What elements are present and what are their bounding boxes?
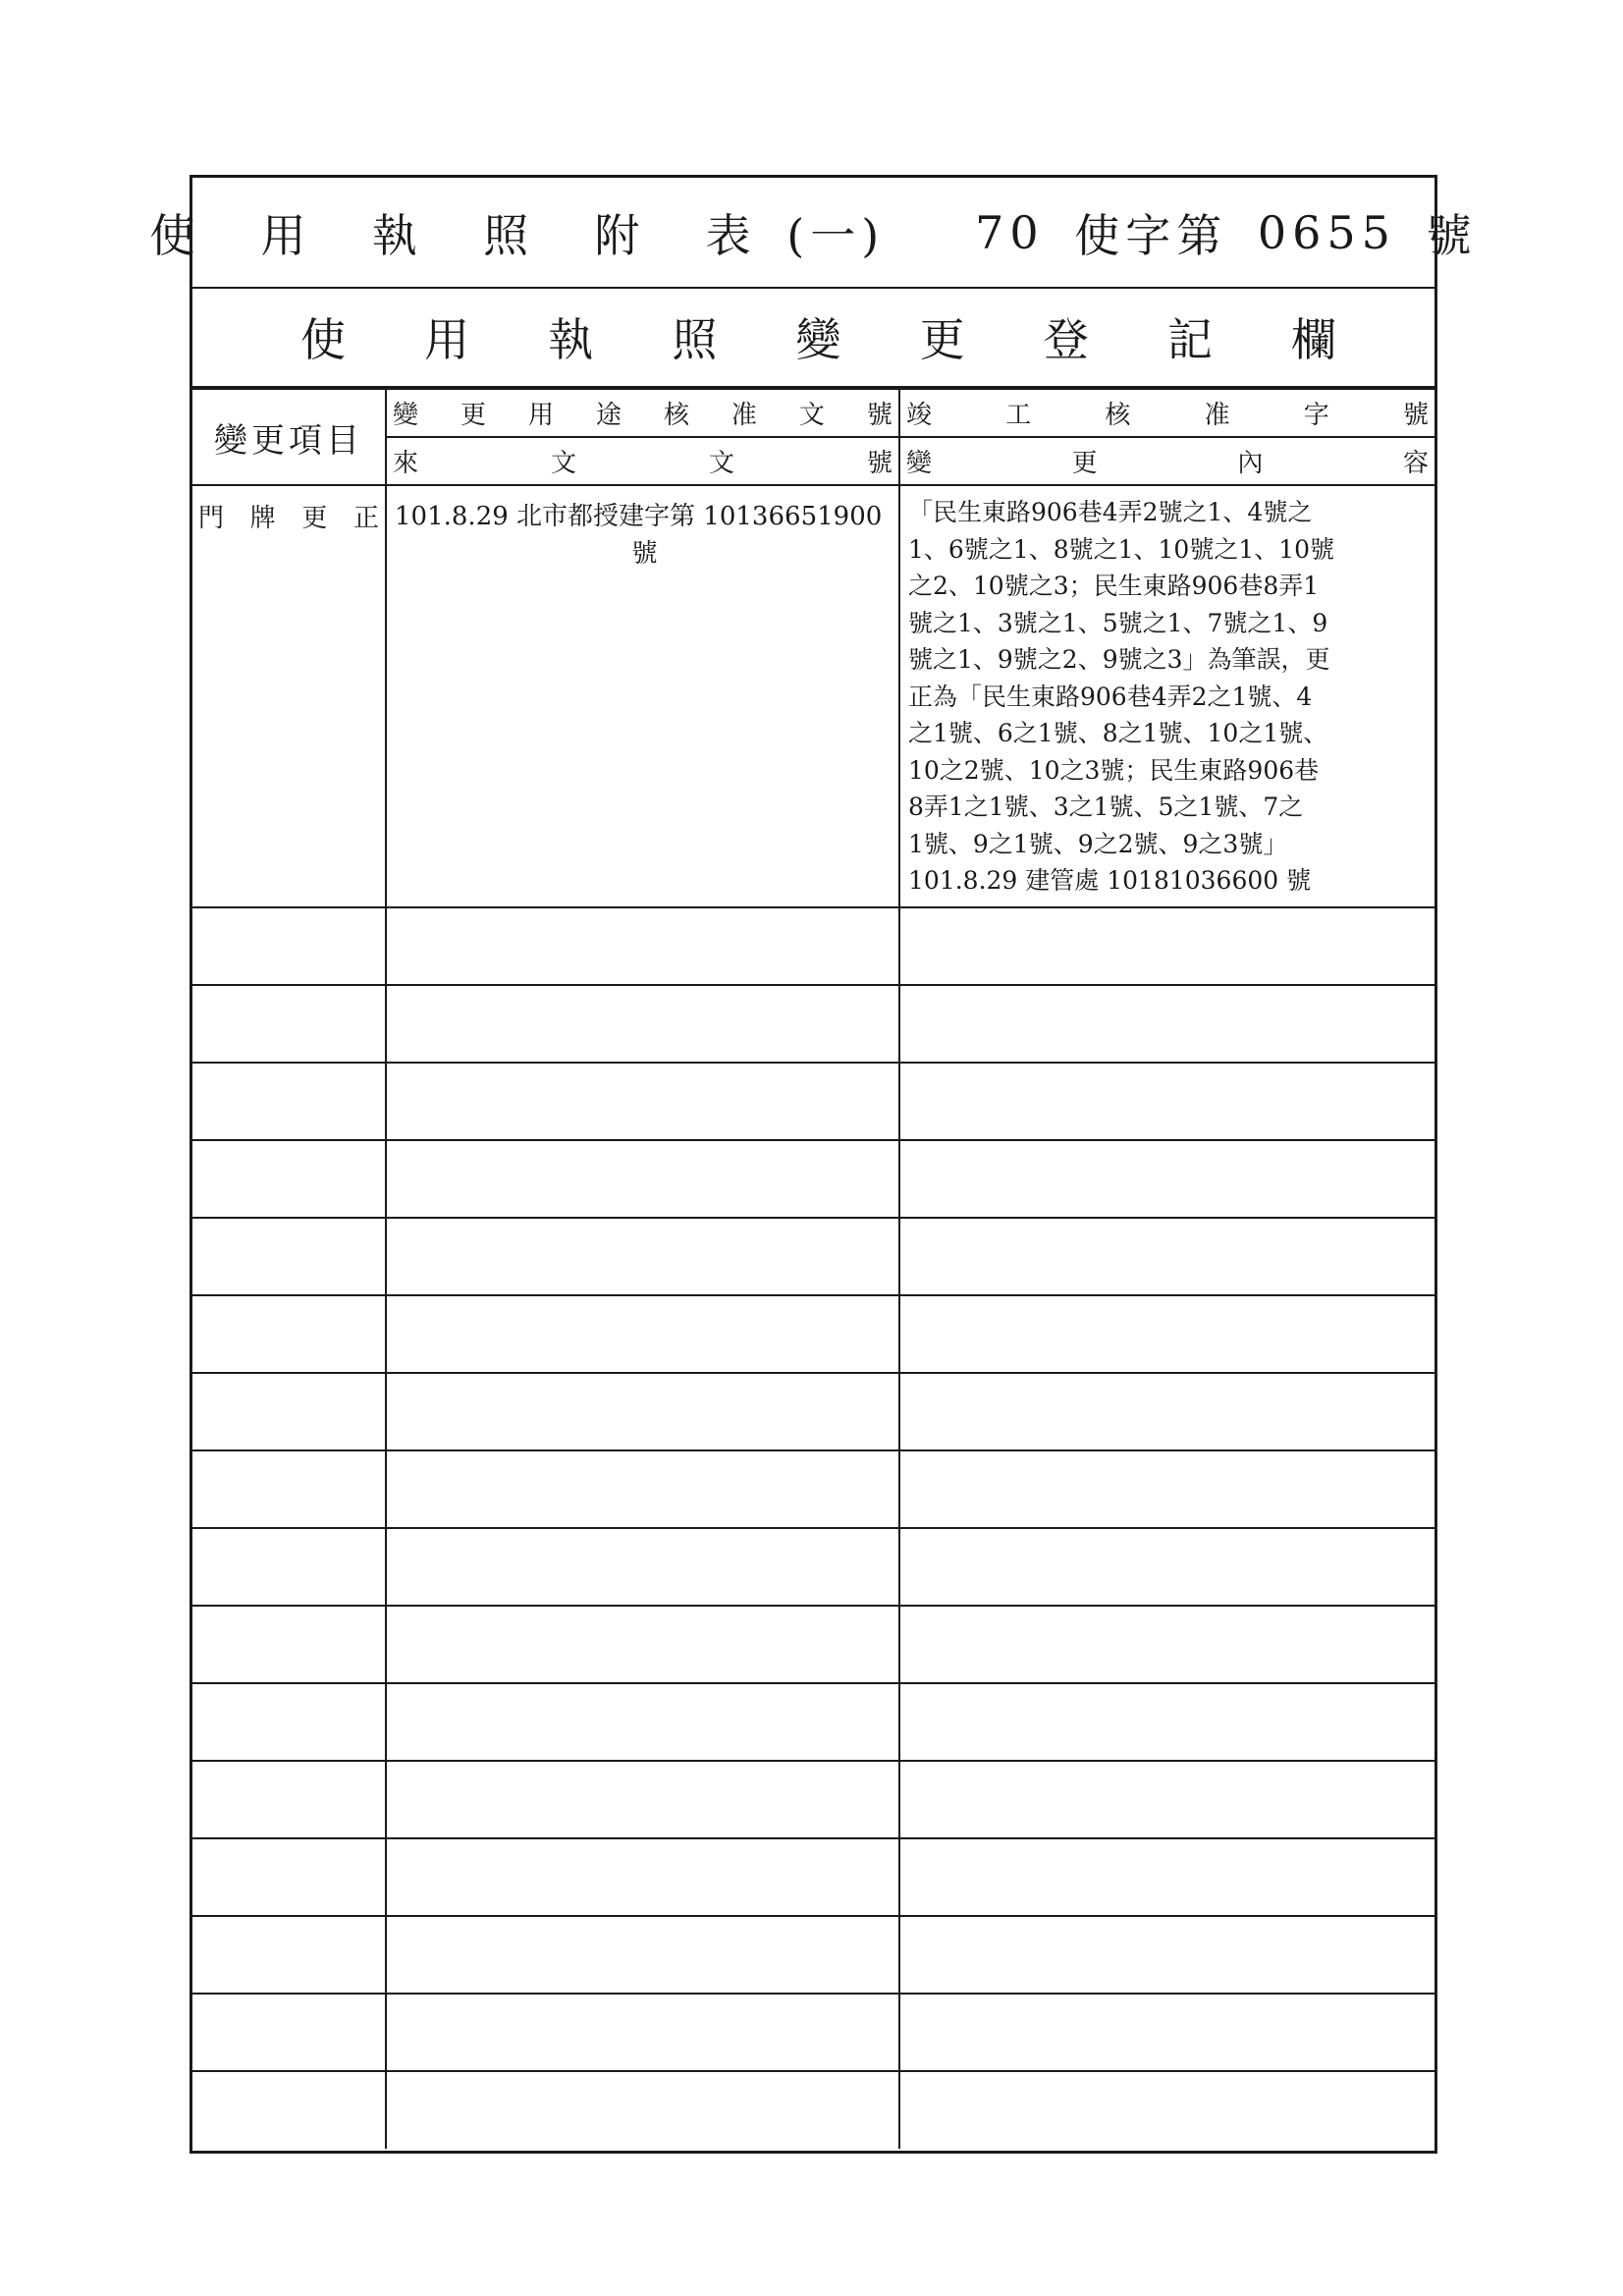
empty-row <box>192 1450 1434 1528</box>
empty-cell <box>899 1295 1434 1373</box>
license-year: 70 <box>975 205 1045 259</box>
empty-cell <box>192 1450 386 1528</box>
empty-cell <box>192 1528 386 1606</box>
content-line: 1、6號之1、8號之1、10號之1、10號 <box>908 534 1335 564</box>
empty-cell <box>192 2071 386 2149</box>
license-number: 0655 <box>1257 205 1396 259</box>
item-char: 牌 <box>249 504 276 533</box>
item-char: 更 <box>301 504 328 533</box>
header-approval-doc <box>386 389 899 437</box>
content-line: 號之1、9號之2、9號之3」為筆誤，更 <box>908 645 1330 674</box>
header-char: 文 <box>798 401 825 430</box>
header-char: 字 <box>1303 401 1329 430</box>
header-char: 更 <box>1071 449 1098 478</box>
empty-cell <box>899 1761 1434 1838</box>
header-char: 號 <box>866 401 893 430</box>
empty-row <box>192 1916 1434 1994</box>
subtitle-char: 變 <box>795 312 841 366</box>
empty-row <box>192 1063 1434 1140</box>
empty-cell <box>899 1373 1434 1450</box>
empty-cell <box>386 1606 899 1683</box>
empty-cell <box>386 1450 899 1528</box>
empty-cell <box>192 1218 386 1295</box>
section-title <box>192 287 1434 388</box>
entry-change-content <box>899 485 1434 907</box>
subtitle-char: 照 <box>672 312 718 366</box>
content-line: 之2、10號之3；民生東路906巷8弄1 <box>908 572 1320 600</box>
header-char: 更 <box>460 401 486 430</box>
title-char: 號 <box>1426 208 1478 262</box>
header-completion-doc <box>899 389 1434 437</box>
content-line: 「民生東路906巷4弄2號之1、4號之 <box>908 498 1313 526</box>
header-char: 變 <box>393 401 419 430</box>
header-char: 核 <box>663 401 689 430</box>
header-char: 工 <box>1005 401 1032 430</box>
header-char: 核 <box>1105 401 1131 430</box>
empty-cell <box>386 985 899 1063</box>
header-char: 變 <box>906 449 933 478</box>
subtitle-char: 用 <box>424 312 470 366</box>
empty-row <box>192 1218 1434 1295</box>
empty-cell <box>899 985 1434 1063</box>
content-line: 號之1、3號之1、5號之1、7號之1、9 <box>908 608 1328 637</box>
header-char: 號 <box>866 449 893 478</box>
subtitle-char: 使 <box>300 312 346 366</box>
item-char: 門 <box>198 504 225 533</box>
header-char: 來 <box>393 449 419 478</box>
subtitle-char: 登 <box>1043 312 1089 366</box>
empty-cell <box>192 1761 386 1838</box>
subtitle-char: 欄 <box>1291 312 1336 366</box>
header-char: 用 <box>527 401 554 430</box>
header-char: 途 <box>595 401 622 430</box>
empty-row <box>192 1683 1434 1761</box>
empty-row <box>192 1606 1434 1683</box>
header-char: 准 <box>1204 401 1230 430</box>
empty-cell <box>386 1295 899 1373</box>
header-change-content <box>899 437 1434 485</box>
title-char: 表 <box>705 208 757 262</box>
reference-line: 101.8.29 北市都授建字第 10136651900 <box>395 502 883 531</box>
content-line: 之1號、6之1號、8之1號、10之1號、 <box>908 719 1328 747</box>
reference-line: 號 <box>631 539 658 569</box>
subtitle-char: 執 <box>548 312 594 366</box>
title-char: 使 <box>149 208 201 262</box>
header-char: 准 <box>730 401 757 430</box>
empty-cell <box>192 907 386 985</box>
empty-cell <box>899 1916 1434 1994</box>
empty-cell <box>899 1683 1434 1761</box>
header-char: 內 <box>1237 449 1264 478</box>
content-line: 1號、9之1號、9之2號、9之3號」 <box>908 829 1288 858</box>
empty-row <box>192 2071 1434 2149</box>
entry-reference-number <box>386 485 899 907</box>
empty-cell <box>386 1140 899 1218</box>
table-row <box>192 485 1434 907</box>
empty-cell <box>386 1063 899 1140</box>
header-char: 文 <box>550 449 576 478</box>
empty-cell <box>899 1218 1434 1295</box>
title-char: 附 <box>594 208 646 262</box>
change-register-table <box>192 388 1434 2149</box>
header-incoming-doc <box>386 437 899 485</box>
empty-cell <box>899 907 1434 985</box>
empty-row <box>192 1295 1434 1373</box>
empty-cell <box>899 1528 1434 1606</box>
empty-cell <box>192 1295 386 1373</box>
title-char: 照 <box>483 208 535 262</box>
empty-cell <box>899 2071 1434 2149</box>
empty-cell <box>386 1761 899 1838</box>
empty-cell <box>192 1373 386 1450</box>
empty-row <box>192 1994 1434 2071</box>
empty-cell <box>899 1063 1434 1140</box>
empty-cell <box>386 907 899 985</box>
header-change-item: 變更項目 <box>192 389 386 485</box>
empty-cell <box>386 1218 899 1295</box>
content-line: 8弄1之1號、3之1號、5之1號、7之 <box>908 793 1304 821</box>
header-char: 號 <box>1402 401 1429 430</box>
item-char: 正 <box>352 504 379 533</box>
empty-cell <box>899 1838 1434 1916</box>
content-line: 101.8.29 建管處 10181036600 號 <box>908 866 1312 895</box>
license-sheet <box>149 175 1478 2154</box>
empty-cell <box>192 1994 386 2071</box>
header-char: 竣 <box>906 401 933 430</box>
subtitle-char: 記 <box>1166 312 1213 366</box>
empty-row <box>192 1838 1434 1916</box>
empty-row <box>192 907 1434 985</box>
empty-cell <box>386 1528 899 1606</box>
empty-cell <box>386 1994 899 2071</box>
empty-cell <box>386 1838 899 1916</box>
empty-cell <box>899 1450 1434 1528</box>
empty-cell <box>386 1683 899 1761</box>
empty-cell <box>899 1994 1434 2071</box>
empty-cell <box>899 1606 1434 1683</box>
empty-cell <box>386 2071 899 2149</box>
empty-row <box>192 1140 1434 1218</box>
document-title <box>149 178 1478 289</box>
subtitle-char: 更 <box>919 312 965 366</box>
header-char: 文 <box>708 449 734 478</box>
empty-row <box>192 985 1434 1063</box>
content-line: 正為「民生東路906巷4弄2之1號、4 <box>908 682 1313 711</box>
empty-cell <box>192 1140 386 1218</box>
empty-cell <box>192 985 386 1063</box>
title-char: 用 <box>260 208 312 262</box>
empty-cell <box>899 1140 1434 1218</box>
content-line: 10之2號、10之3號；民生東路906巷 <box>908 755 1320 785</box>
title-char: 使字第 <box>1074 208 1228 262</box>
title-char: 執 <box>371 208 423 262</box>
header-char: 容 <box>1402 449 1429 478</box>
empty-cell <box>386 1916 899 1994</box>
empty-row <box>192 1373 1434 1450</box>
empty-cell <box>192 1063 386 1140</box>
empty-row <box>192 1528 1434 1606</box>
empty-cell <box>192 1606 386 1683</box>
empty-cell <box>192 1838 386 1916</box>
entry-change-item <box>192 485 386 907</box>
empty-row <box>192 1761 1434 1838</box>
title-char: (一) <box>786 208 886 262</box>
empty-cell <box>386 1373 899 1450</box>
empty-cell <box>192 1683 386 1761</box>
header-row-1 <box>192 389 1434 437</box>
empty-cell <box>192 1916 386 1994</box>
